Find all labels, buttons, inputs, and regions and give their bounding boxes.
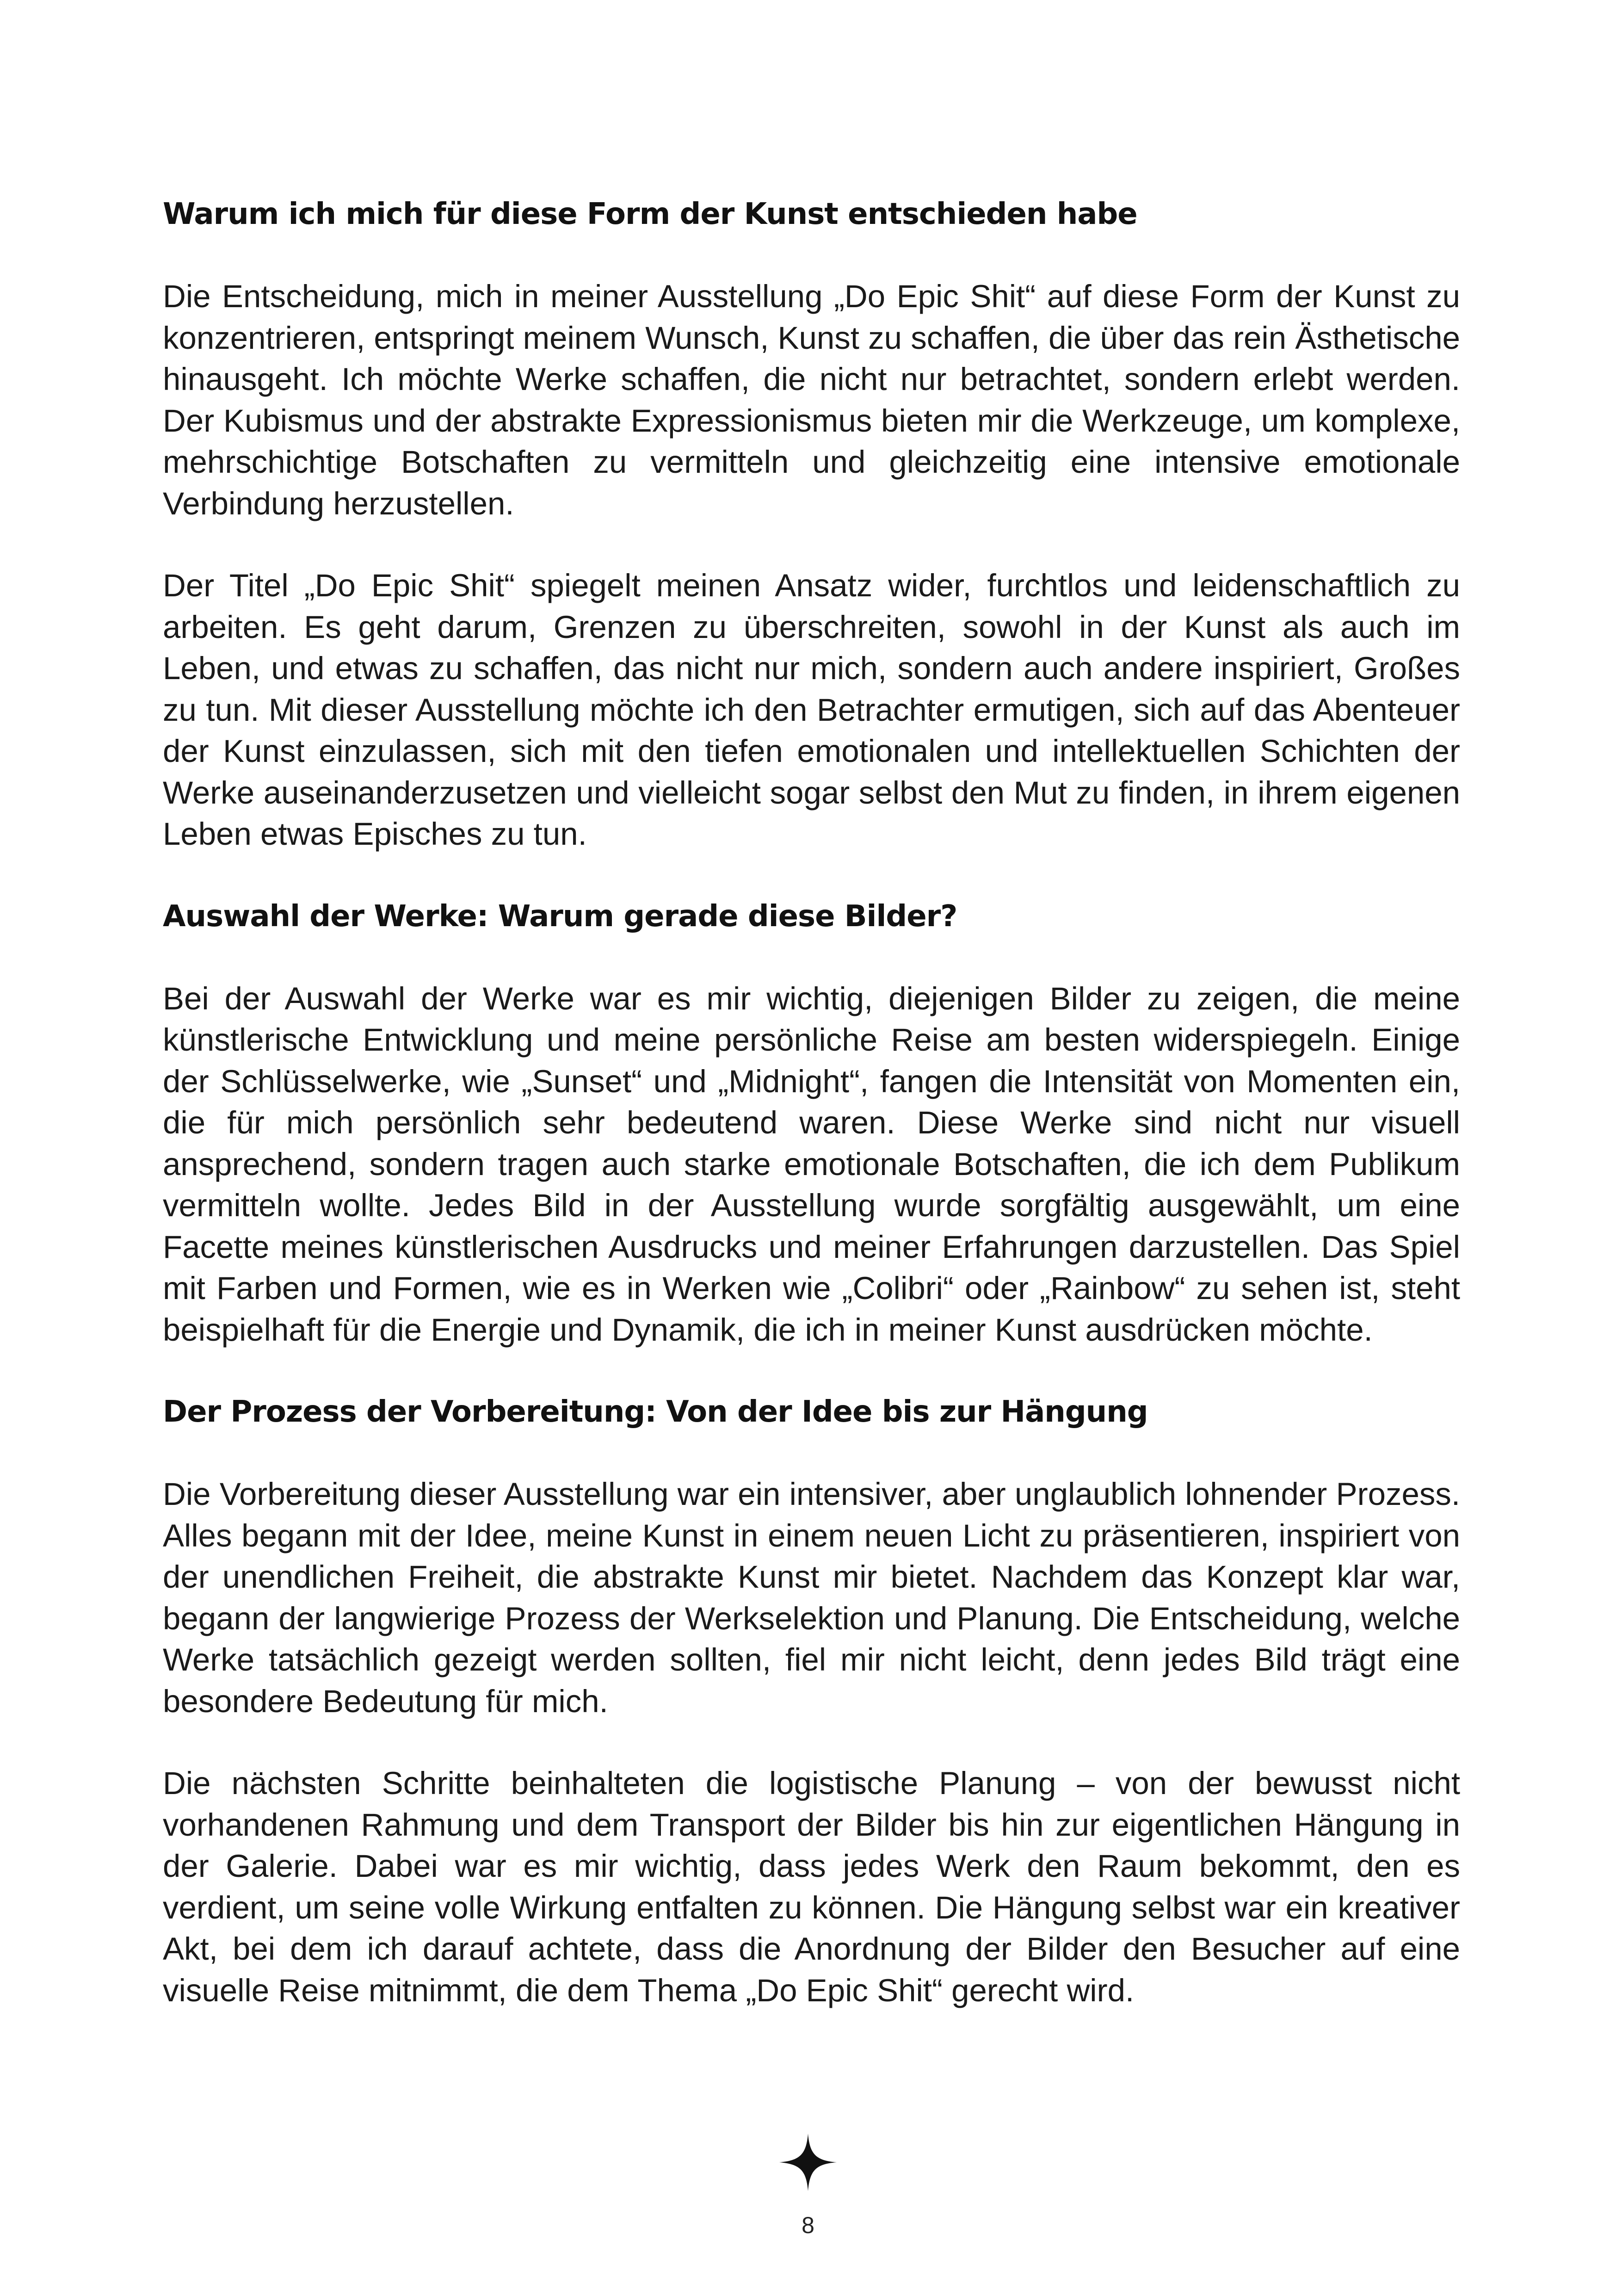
section-3-paragraph-2: Die nächsten Schritte beinhalteten die logistische Planung – von der bewusst nicht vorhandenen Rahmung und dem Transport der Bilder bis hin zur eigentlichen Hängung in der Galerie. Dabei war es mir wichtig, dass jedes Werk den Raum bekommt, den es verdient, um seine volle Wirkung entfalten zu können. Die Hängung selbst war ein kreativer Akt, bei dem ich darauf achtete, dass die Anordnung der Bilder den Besucher auf eine visuelle Reise mitnimmt, die dem Thema „Do Epic Shit“ gerecht wird. bbox=[163, 1765, 1460, 2008]
page-content bbox=[163, 193, 1460, 2011]
section-2-paragraph-1: Bei der Auswahl der Werke war es mir wichtig, diejenigen Bilder zu zeigen, die meine künstlerische Entwicklung und meine persönliche Reise am besten widerspiegeln. Einige der Schlüsselwerke, wie „Sunset“ und „Midnight“, fangen die Intensität von Momenten ein, die für mich persönlich sehr bedeutend waren. Diese Werke sind nicht nur visuell ansprechend, sondern tragen auch starke emotionale Botschaften, die ich dem Publikum vermitteln wollte. Jedes Bild in der Ausstellung wurde sorgfältig ausgewählt, um eine Facette meines künstlerischen Ausdrucks und meiner Erfahrungen darzustellen. Das Spiel mit Farben und Formen, wie es in Werken wie „Colibri“ oder „Rainbow“ zu sehen ist, steht beispielhaft für die Energie und Dynamik, die ich in meiner Kunst ausdrücken möchte. bbox=[163, 980, 1460, 1348]
section-heading-1: Warum ich mich für diese Form der Kunst entschieden habe bbox=[163, 197, 1137, 231]
section-heading-3: Der Prozess der Vorbereitung: Von der Idee bis zur Hängung bbox=[163, 1395, 1148, 1429]
section-1-paragraph-1: Die Entscheidung, mich in meiner Ausstellung „Do Epic Shit“ auf diese Form der Kunst zu konzentrieren, entspringt meinem Wunsch, Kunst zu schaffen, die über das rein Ästhetische hinausgeht. Ich möchte Werke schaffen, die nicht nur betrachtet, sondern erlebt werden. Der Kubismus und der abstrakte Expressionismus bieten mir die Werkzeuge, um komplexe, mehrschichtige Botschaften zu vermitteln und gleichzeitig eine intensive emotionale Verbindung herzustellen. bbox=[163, 278, 1460, 521]
section-heading-2: Auswahl der Werke: Warum gerade diese Bilder? bbox=[163, 899, 957, 934]
section-1-paragraph-2: Der Titel „Do Epic Shit“ spiegelt meinen Ansatz wider, furchtlos und leidenschaftlich zu arbeiten. Es geht darum, Grenzen zu überschreiten, sowohl in der Kunst als auch im Leben, und etwas zu schaffen, das nicht nur mich, sondern auch andere inspiriert, Großes zu tun. Mit dieser Ausstellung möchte ich den Betrachter ermutigen, sich auf das Abenteuer der Kunst einzulassen, sich mit den tiefen emotionalen und intellektuellen Schichten der Werke auseinanderzusetzen und vielleicht sogar selbst den Mut zu finden, in ihrem eigenen Leben etwas Episches zu tun. bbox=[163, 568, 1460, 852]
four-point-star-icon bbox=[779, 2134, 837, 2191]
section-3-paragraph-1: Die Vorbereitung dieser Ausstellung war ein intensiver, aber unglaublich lohnender Prozess. Alles begann mit der Idee, meine Kunst in einem neuen Licht zu präsentieren, inspiriert von der unendlichen Freiheit, die abstrakte Kunst mir bietet. Nachdem das Konzept klar war, begann der langwierige Prozess der Werkselektion und Planung. Die Entscheidung, welche Werke tatsächlich gezeigt werden sollten, fiel mir nicht leicht, denn jedes Bild trägt eine besondere Bedeutung für mich. bbox=[163, 1476, 1460, 1719]
page-number: 8 bbox=[802, 2212, 814, 2238]
